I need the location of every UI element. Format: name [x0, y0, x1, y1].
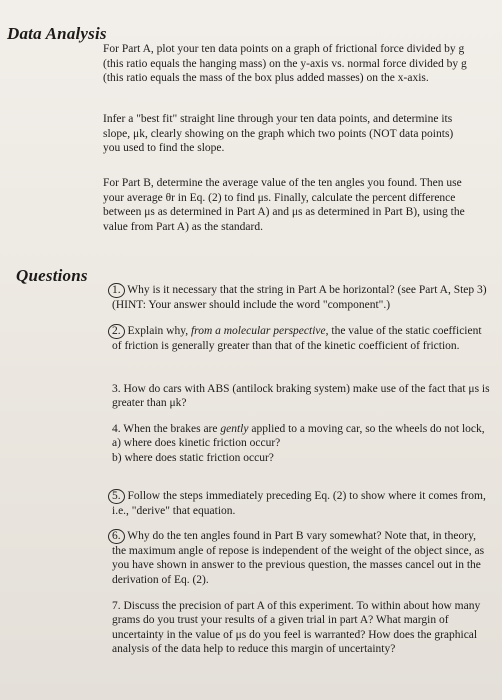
- question-2-text-a: Explain why,: [127, 325, 191, 337]
- question-6: [112, 529, 492, 587]
- question-3-number: 3.: [112, 383, 121, 395]
- question-7-number: 7.: [112, 600, 121, 612]
- question-4-part-b: b) where does static friction occur?: [112, 451, 274, 464]
- question-7-text: Discuss the precision of part A of this experiment. To within about how many grams do you trust your results of a given trial in part A? What margin of uncertainty in the value of μs do you feel is warranted? How does the graphical analysis of the data help to reduce this margin of uncertainty?: [112, 600, 481, 655]
- data-analysis-section-3: [103, 176, 473, 234]
- question-4-text-italic: gently: [220, 423, 249, 435]
- question-7: [112, 599, 492, 656]
- question-2-text-italic: from a molecular perspective: [190, 325, 326, 337]
- question-2-number: 2.: [108, 324, 125, 339]
- question-4-part-a: a) where does kinetic friction occur?: [112, 437, 281, 450]
- question-5: [112, 489, 492, 518]
- questions-heading: Questions: [16, 266, 88, 285]
- question-5-text: Follow the steps immediately preceding Eq. (2) to show where it comes from, i.e., "derive" that equation.: [112, 490, 486, 517]
- data-analysis-paragraph-3: For Part B, determine the average value of the ten angles you found. Then use your average θr in Eq. (2) to find μs. Finally, calculate the percent difference between μs as determined in Part A) and μs as determined in Part B), using the value from Part A) as the standard.: [103, 177, 465, 233]
- question-4: [112, 422, 492, 465]
- data-analysis-paragraph-1: For Part A, plot your ten data points on a graph of frictional force divided by g (this ratio equals the hanging mass) on the y-axis vs. normal force divided by g (this ratio equals the mass of the box plus added masses) on the x-axis.: [103, 43, 467, 84]
- data-analysis-section: [103, 42, 473, 86]
- question-2: [112, 324, 492, 353]
- question-3: [112, 382, 492, 411]
- question-1-text: Why is it necessary that the string in Part A be horizontal? (see Part A, Step 3) (HINT: Your answer should include the word "component".): [112, 284, 487, 311]
- question-3-text: How do cars with ABS (antilock braking system) make use of the fact that μs is greater than μk?: [112, 383, 490, 410]
- data-analysis-section-2: [103, 112, 473, 156]
- question-4-text-a: When the brakes are: [123, 423, 221, 435]
- question-4-text-c: applied to a moving car, so the wheels do not lock,: [248, 423, 485, 435]
- question-5-number: 5.: [108, 489, 125, 504]
- question-2-text-c: , the value of the static coefficient of friction is generally greater than that of the kinetic coefficient of friction.: [112, 325, 482, 352]
- data-analysis-paragraph-2: Infer a "best fit" straight line through your ten data points, and determine its slope, μk, clearly showing on the graph which two points (NOT data points) you used to find the slope.: [103, 113, 454, 154]
- question-6-number: 6.: [108, 529, 125, 544]
- data-analysis-heading: Data Analysis: [7, 24, 107, 43]
- question-1-number: 1.: [108, 283, 125, 298]
- question-1: [112, 283, 492, 312]
- question-6-text: Why do the ten angles found in Part B vary somewhat? Note that, in theory, the maximum angle of repose is independent of the weight of the object since, as you have shown in answer to the previous question, the masses cancel out in the derivation of Eq. (2).: [112, 530, 485, 586]
- question-4-number: 4.: [112, 423, 121, 435]
